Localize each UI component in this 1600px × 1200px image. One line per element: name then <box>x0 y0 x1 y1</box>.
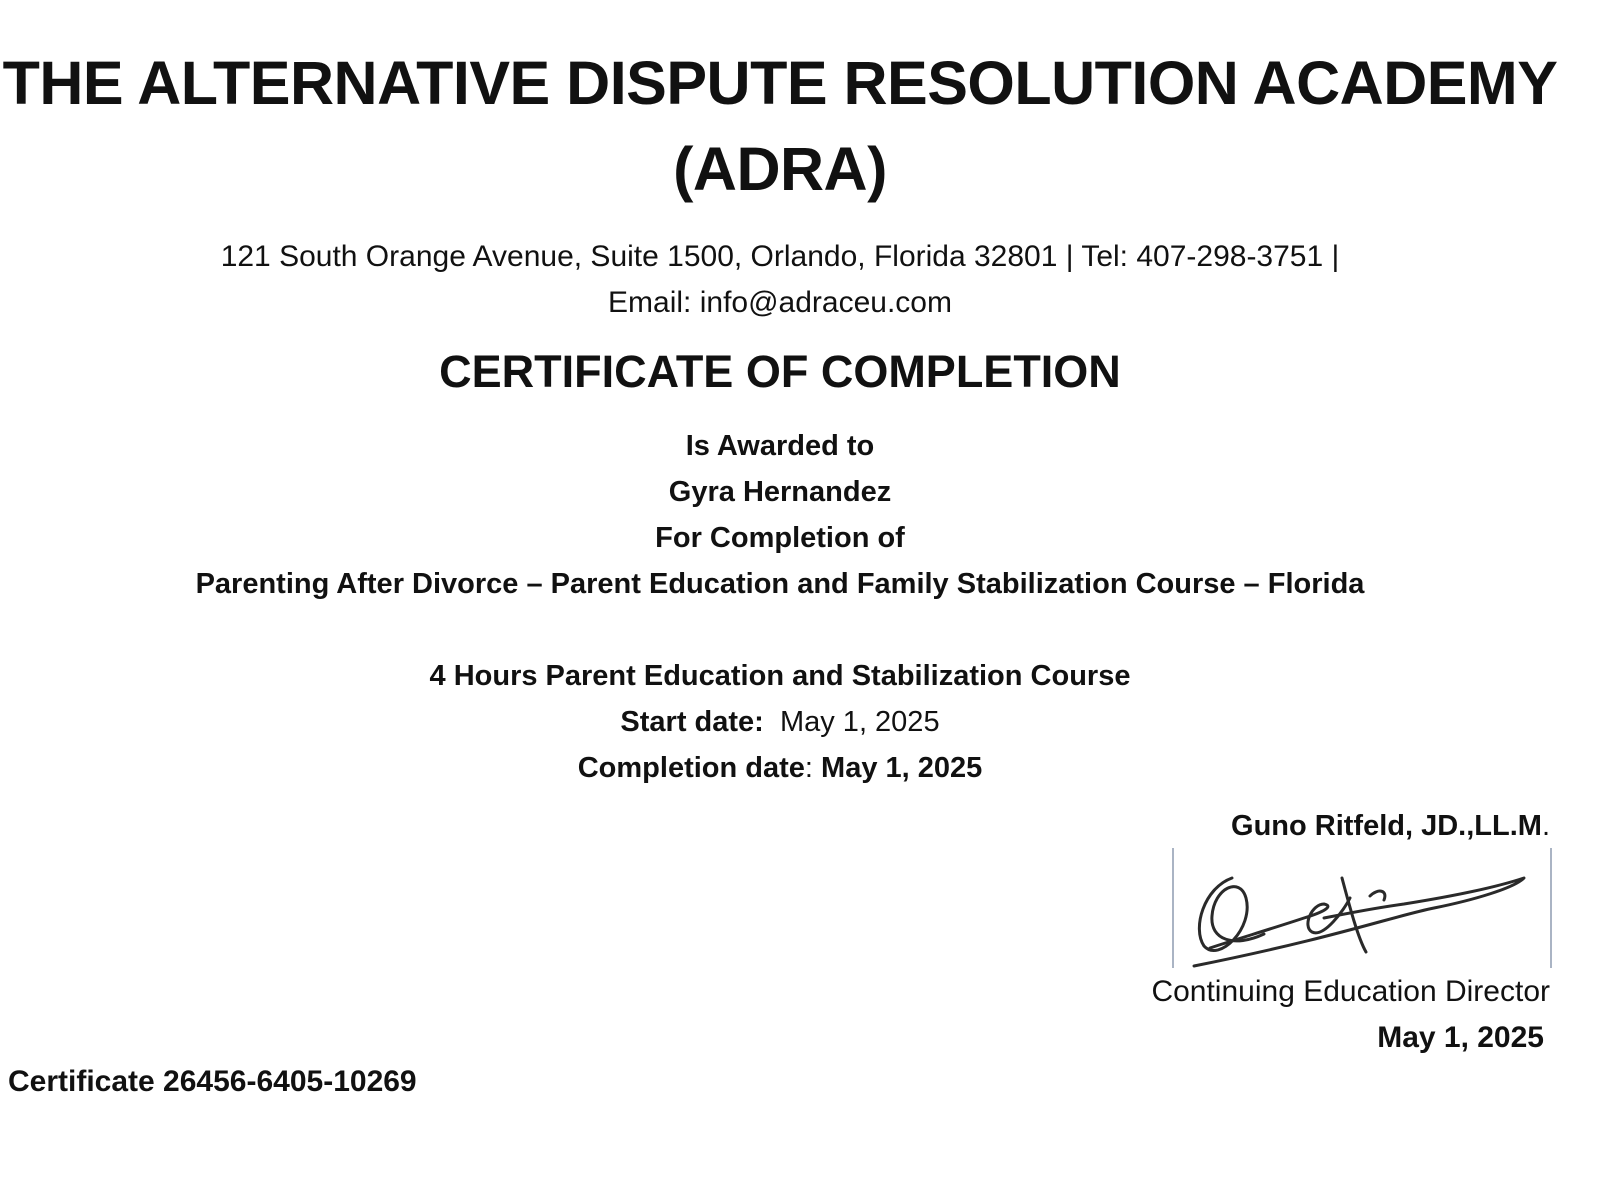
start-date-value: May 1, 2025 <box>779 706 940 738</box>
completion-date-value: May 1, 2025 <box>821 752 983 784</box>
signatory-date: May 1, 2025 <box>1377 1021 1544 1054</box>
signatory-name: Guno Ritfeld, JD.,LL.M <box>1231 810 1542 842</box>
completion-label: For Completion of <box>655 522 905 554</box>
spacer-line <box>0 607 1560 653</box>
organization-email: Email: info@adraceu.com <box>608 286 952 319</box>
awarded-label: Is Awarded to <box>685 430 875 462</box>
completion-date-label: Completion date <box>577 752 805 784</box>
start-date-label: Start date: <box>620 706 764 738</box>
recipient-name: Gyra Hernandez <box>668 476 892 508</box>
organization-name <box>0 40 1560 212</box>
signature-image <box>1172 848 1552 968</box>
organization-contact <box>0 234 1560 326</box>
award-details <box>0 423 1560 791</box>
organization-name-line2: (ADRA) <box>673 135 887 203</box>
completion-date-separator: : <box>804 752 813 784</box>
certificate-heading: CERTIFICATE OF COMPLETION <box>439 346 1121 397</box>
organization-name-line1: THE ALTERNATIVE DISPUTE RESOLUTION ACADEMY <box>2 49 1558 117</box>
course-hours: 4 Hours Parent Education and Stabilization Course <box>429 660 1131 692</box>
organization-address: 121 South Orange Avenue, Suite 1500, Orlando, Florida 32801 | Tel: 407-298-3751 | <box>220 240 1340 273</box>
start-date-row <box>0 699 1560 745</box>
completion-date-row <box>0 745 1560 791</box>
signature-scribble <box>1174 848 1550 968</box>
signatory-title: Continuing Education Director <box>1151 975 1550 1008</box>
signatory-name-row <box>1231 808 1550 844</box>
signatory-name-suffix: . <box>1541 810 1550 842</box>
certificate-number: Certificate 26456-6405-10269 <box>8 1065 417 1098</box>
course-name: Parenting After Divorce – Parent Education and Family Stabilization Course – Florida <box>195 568 1365 600</box>
